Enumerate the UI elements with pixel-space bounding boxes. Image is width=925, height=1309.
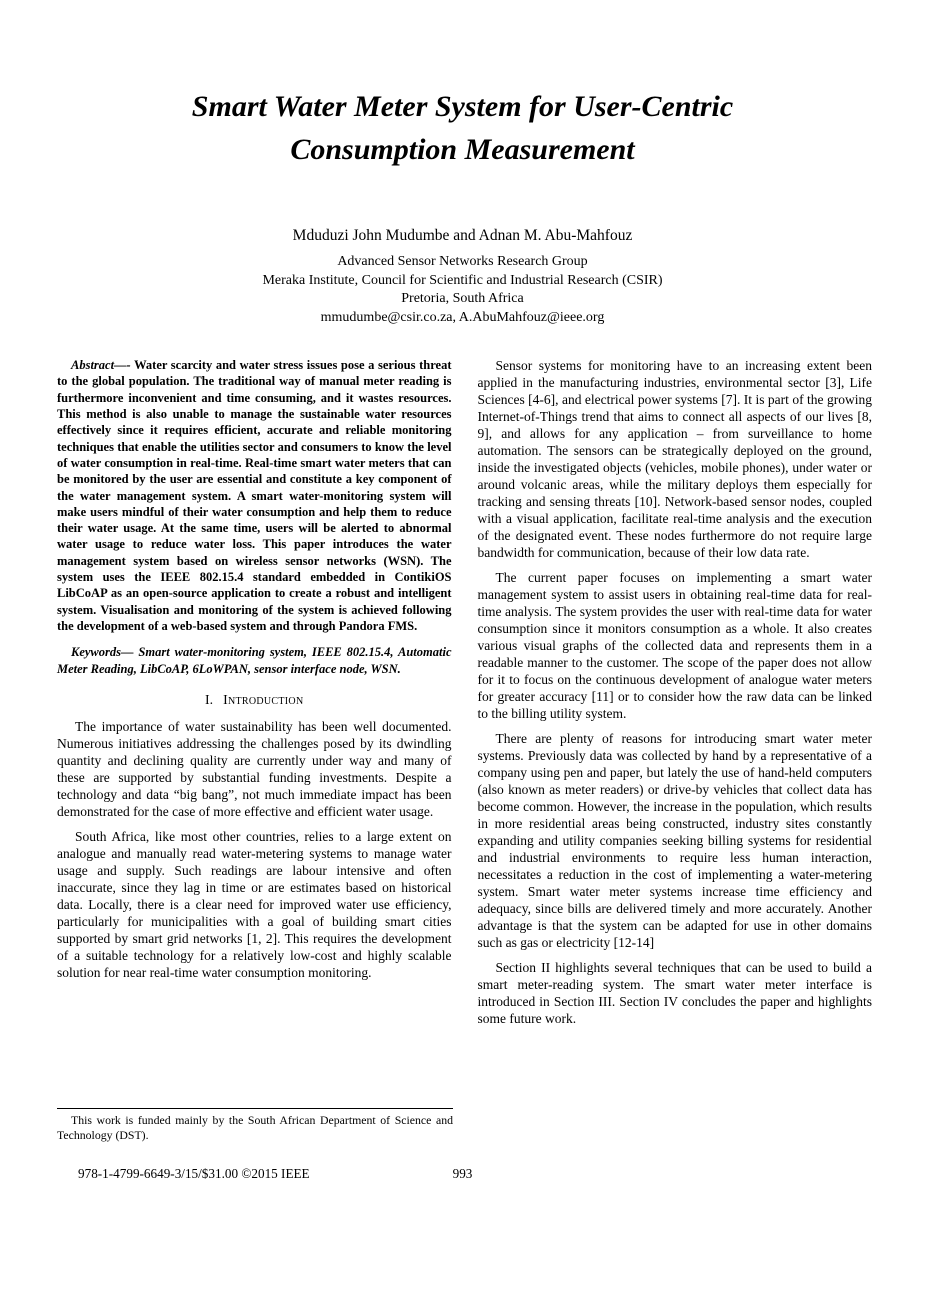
abstract-text: Water scarcity and water stress issues pose a serious threat to the global population. The traditional way of manual meter reading is furthermore inconvenient and time consuming, and it wastes resources. This method is also unable to manage the sustainable water resources effectively since it requires efficient, accurate and reliable monitoring techniques that enable the utilities sector and consumers to know the level of water consumption in real-time. Real-time smart water meters that can be monitored by the user are essential and constitute a key component of the water management system. A smart water-monitoring system will make users mindful of their water consumption and help them to reduce their water usage. At the same time, users will be alerted to abnormal water usage to reduce water loss. This paper introduces the water management system based on wireless sensor networks (WSN). The system uses the IEEE 802.15.4 standard embedded in ContikiOS LibCoAP as an open-source application to create a robust and intelligent system. Visualisation and monitoring of the system is achieved following the development of a web-based system and through Pandora FMS. (57, 358, 452, 633)
paper-title-text: Smart Water Meter System for User-Centric Consumption Measurement (191, 90, 734, 166)
paragraph: South Africa, like most other countries, relies to a large extent on analogue and manually read water-metering systems to manage water usage and supply. Such readings are labour intensive and often inaccurate, since they lag in time or are estimates based on historical data. Locally, there is a clear need for improved water use efficiency, particularly for municipalities with a goal of building smart cities supported by smart grid networks [1, 2]. This requires the development of a suitable technology for a relatively low-cost and highly scalable solution for near real-time water consumption monitoring. (57, 828, 452, 980)
keywords (57, 644, 452, 677)
abstract-label: Abstract—- (71, 358, 131, 373)
affiliation-location: Pretoria, South Africa (401, 291, 524, 307)
affiliation-emails: mmudumbe@csir.co.za, A.AbuMahfouz@ieee.org (320, 309, 605, 325)
left-column (57, 357, 452, 1035)
paragraph: Sensor systems for monitoring have to an increasing extent been applied in the manufacturing industries, environmental sector [3], Life Sciences [4-6], and electrical power systems [7]. It is part of the growing Internet-of-Things trend that aims to connect all aspects of our lives [8, 9], and allows for any application – from surveillance to home automation. The sensors can be strategically deployed on the ground, inside the investigated objects (vehicles, mobile phones), under water or around volcanic areas, while the military deploys them especially for tracking and sensing threats [10]. Network-based sensor nodes, coupled with a visual application, facilitate real-time analysis and the execution of the designated event. These nodes furthermore do not require large bandwidth for communication, because of their low data rate. (477, 358, 872, 561)
authors: Mduduzi John Mudumbe and Adnan M. Abu-Mahfouz (292, 227, 633, 245)
page-footer (0, 1166, 925, 1186)
two-column-body (0, 327, 925, 1035)
section-title: Introduction (223, 691, 304, 707)
keywords-label: Keywords— (71, 645, 134, 660)
right-column (478, 357, 873, 1035)
paper-title (0, 0, 925, 171)
paragraph: There are plenty of reasons for introducing smart water meter systems. Previously data was collected by hand by a representative of a company using pen and paper, but lately the use of hand-held computers (also known as meter readers) or drive-by vehicles that collect data has become common. However, the increase in the population, which results in more residential areas being constructed, industry sites constantly expanding and utility companies seeking billing systems for residential and industrial environments to require less human interaction, necessitates a reduction in the cost of implementing a water-metering system. Smart water meter systems increase time efficiency and adequacy, since bills are delivered timely and more accurately. Another advantage is that the system can be adapted for use in other domains such as gas or electricity [12-14] (477, 731, 872, 951)
page-number: 993 (452, 1166, 473, 1181)
paragraph: The importance of water sustainability has been well documented. Numerous initiatives addressing the challenges posed by its dwindling quantity and declining quality are currently under way and many of these are supported by substantial funding investments. Despite a technology and data “big bang”, not much immediate impact has been demonstrated for the case of more effective and efficient water usage. (57, 718, 452, 819)
paragraph: Section II highlights several techniques that can be used to build a smart meter-reading system. The smart water meter interface is introduced in Section III. Section IV concludes the paper and highlights some future work. (477, 960, 872, 1027)
section-heading-introduction (57, 692, 452, 708)
section-number: I. (205, 691, 214, 707)
paragraph: The current paper focuses on implementing a smart water management system to assist users in obtaining real-time data for real-time analysis. The system provides the user with real-time data for water consumption since it monitors consumption as a whole. It also creates various visual graphs of the collected data and represents them in a readable manner to the customer. The scope of the paper does not allow for it to focus on the continuous development of analogue water meters for greater accuracy [11] or to consider how the raw data can be linked to the billing utility system. (477, 570, 872, 722)
affiliation-group: Advanced Sensor Networks Research Group (337, 254, 588, 270)
affiliation-institute: Meraka Institute, Council for Scientific and Industrial Research (CSIR) (262, 272, 663, 288)
keywords-text: Smart water-monitoring system, IEEE 802.15.4, Automatic Meter Reading, LibCoAP, 6LoWPAN, sensor interface node, WSN. (57, 645, 452, 676)
author-block (0, 227, 925, 327)
funding-footnote: This work is funded mainly by the South African Department of Science and Technology (DST). (57, 1108, 453, 1144)
copyright-notice: 978-1-4799-6649-3/15/$31.00 ©2015 IEEE (78, 1166, 310, 1181)
abstract (57, 357, 452, 634)
